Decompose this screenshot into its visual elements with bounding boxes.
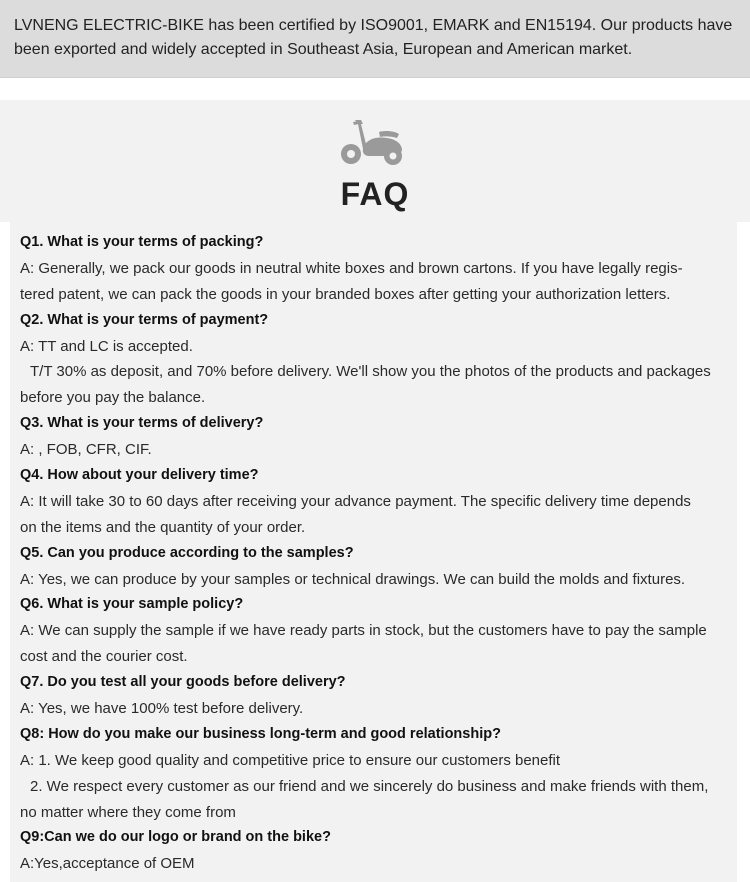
- faq-answer-line: A: Yes, we can produce by your samples or technical drawings. We can build the molds and fixtures.: [20, 570, 686, 588]
- faq-answer-line: A: We can supply the sample if we have ready parts in stock, but the customers have to pay the sample: [20, 622, 707, 640]
- certification-banner: [0, 0, 750, 78]
- faq-question: Q8: How do you make our business long-term and good relationship?: [20, 725, 501, 742]
- faq-answer-line: before you pay the balance.: [20, 389, 206, 407]
- faq-answer-line: cost and the courier cost.: [20, 648, 188, 666]
- faq-question: Q1. What is your terms of packing?: [20, 234, 264, 250]
- faq-title: FAQ: [340, 176, 410, 212]
- faq-list: [20, 230, 730, 877]
- faq-answer-line: no matter where they come from: [20, 803, 236, 821]
- faq-question: Q6. What is your sample policy?: [20, 596, 244, 613]
- faq-answer-line: on the items and the quantity of your order.: [20, 518, 306, 536]
- faq-question: Q3. What is your terms of delivery?: [20, 415, 264, 432]
- faq-answer-line: A: Yes, we have 100% test before delivery.: [20, 700, 304, 718]
- faq-question: Q4. How about your delivery time?: [20, 467, 259, 484]
- faq-answer-line: tered patent, we can pack the goods in your branded boxes after getting your authorization letters.: [20, 285, 671, 303]
- faq-answer-line: 2. We respect every customer as our friend and we sincerely do business and make friends with them,: [30, 777, 709, 795]
- faq-question: Q7. Do you test all your goods before delivery?: [20, 674, 346, 691]
- faq-question: Q9:Can we do our logo or brand on the bike?: [20, 829, 331, 846]
- faq-header: [0, 100, 750, 222]
- scooter-icon: [339, 118, 405, 166]
- faq-answer-line: A: , FOB, CFR, CIF.: [20, 441, 152, 459]
- faq-answer-line: A: It will take 30 to 60 days after receiving your advance payment. The specific delivery time depends: [20, 492, 691, 510]
- certification-text-line-2: been exported and widely accepted in Southeast Asia, European and American market.: [14, 41, 633, 58]
- certification-text-line-1: LVNENG ELECTRIC-BIKE has been certified by ISO9001, EMARK and EN15194. Our products have: [14, 17, 733, 34]
- faq-answer-line: A:Yes,acceptance of OEM: [20, 855, 195, 873]
- faq-answer-line: T/T 30% as deposit, and 70% before delivery. We'll show you the photos of the products and packages: [30, 363, 711, 381]
- faq-question: Q2. What is your terms of payment?: [20, 311, 269, 328]
- faq-answer-line: A: 1. We keep good quality and competitive price to ensure our customers benefit: [20, 751, 561, 769]
- faq-answer-line: A: TT and LC is accepted.: [20, 337, 193, 355]
- faq-question: Q5. Can you produce according to the samples?: [20, 544, 354, 561]
- faq-answer-line: A: Generally, we pack our goods in neutral white boxes and brown cartons. If you have legally regis-: [20, 259, 683, 277]
